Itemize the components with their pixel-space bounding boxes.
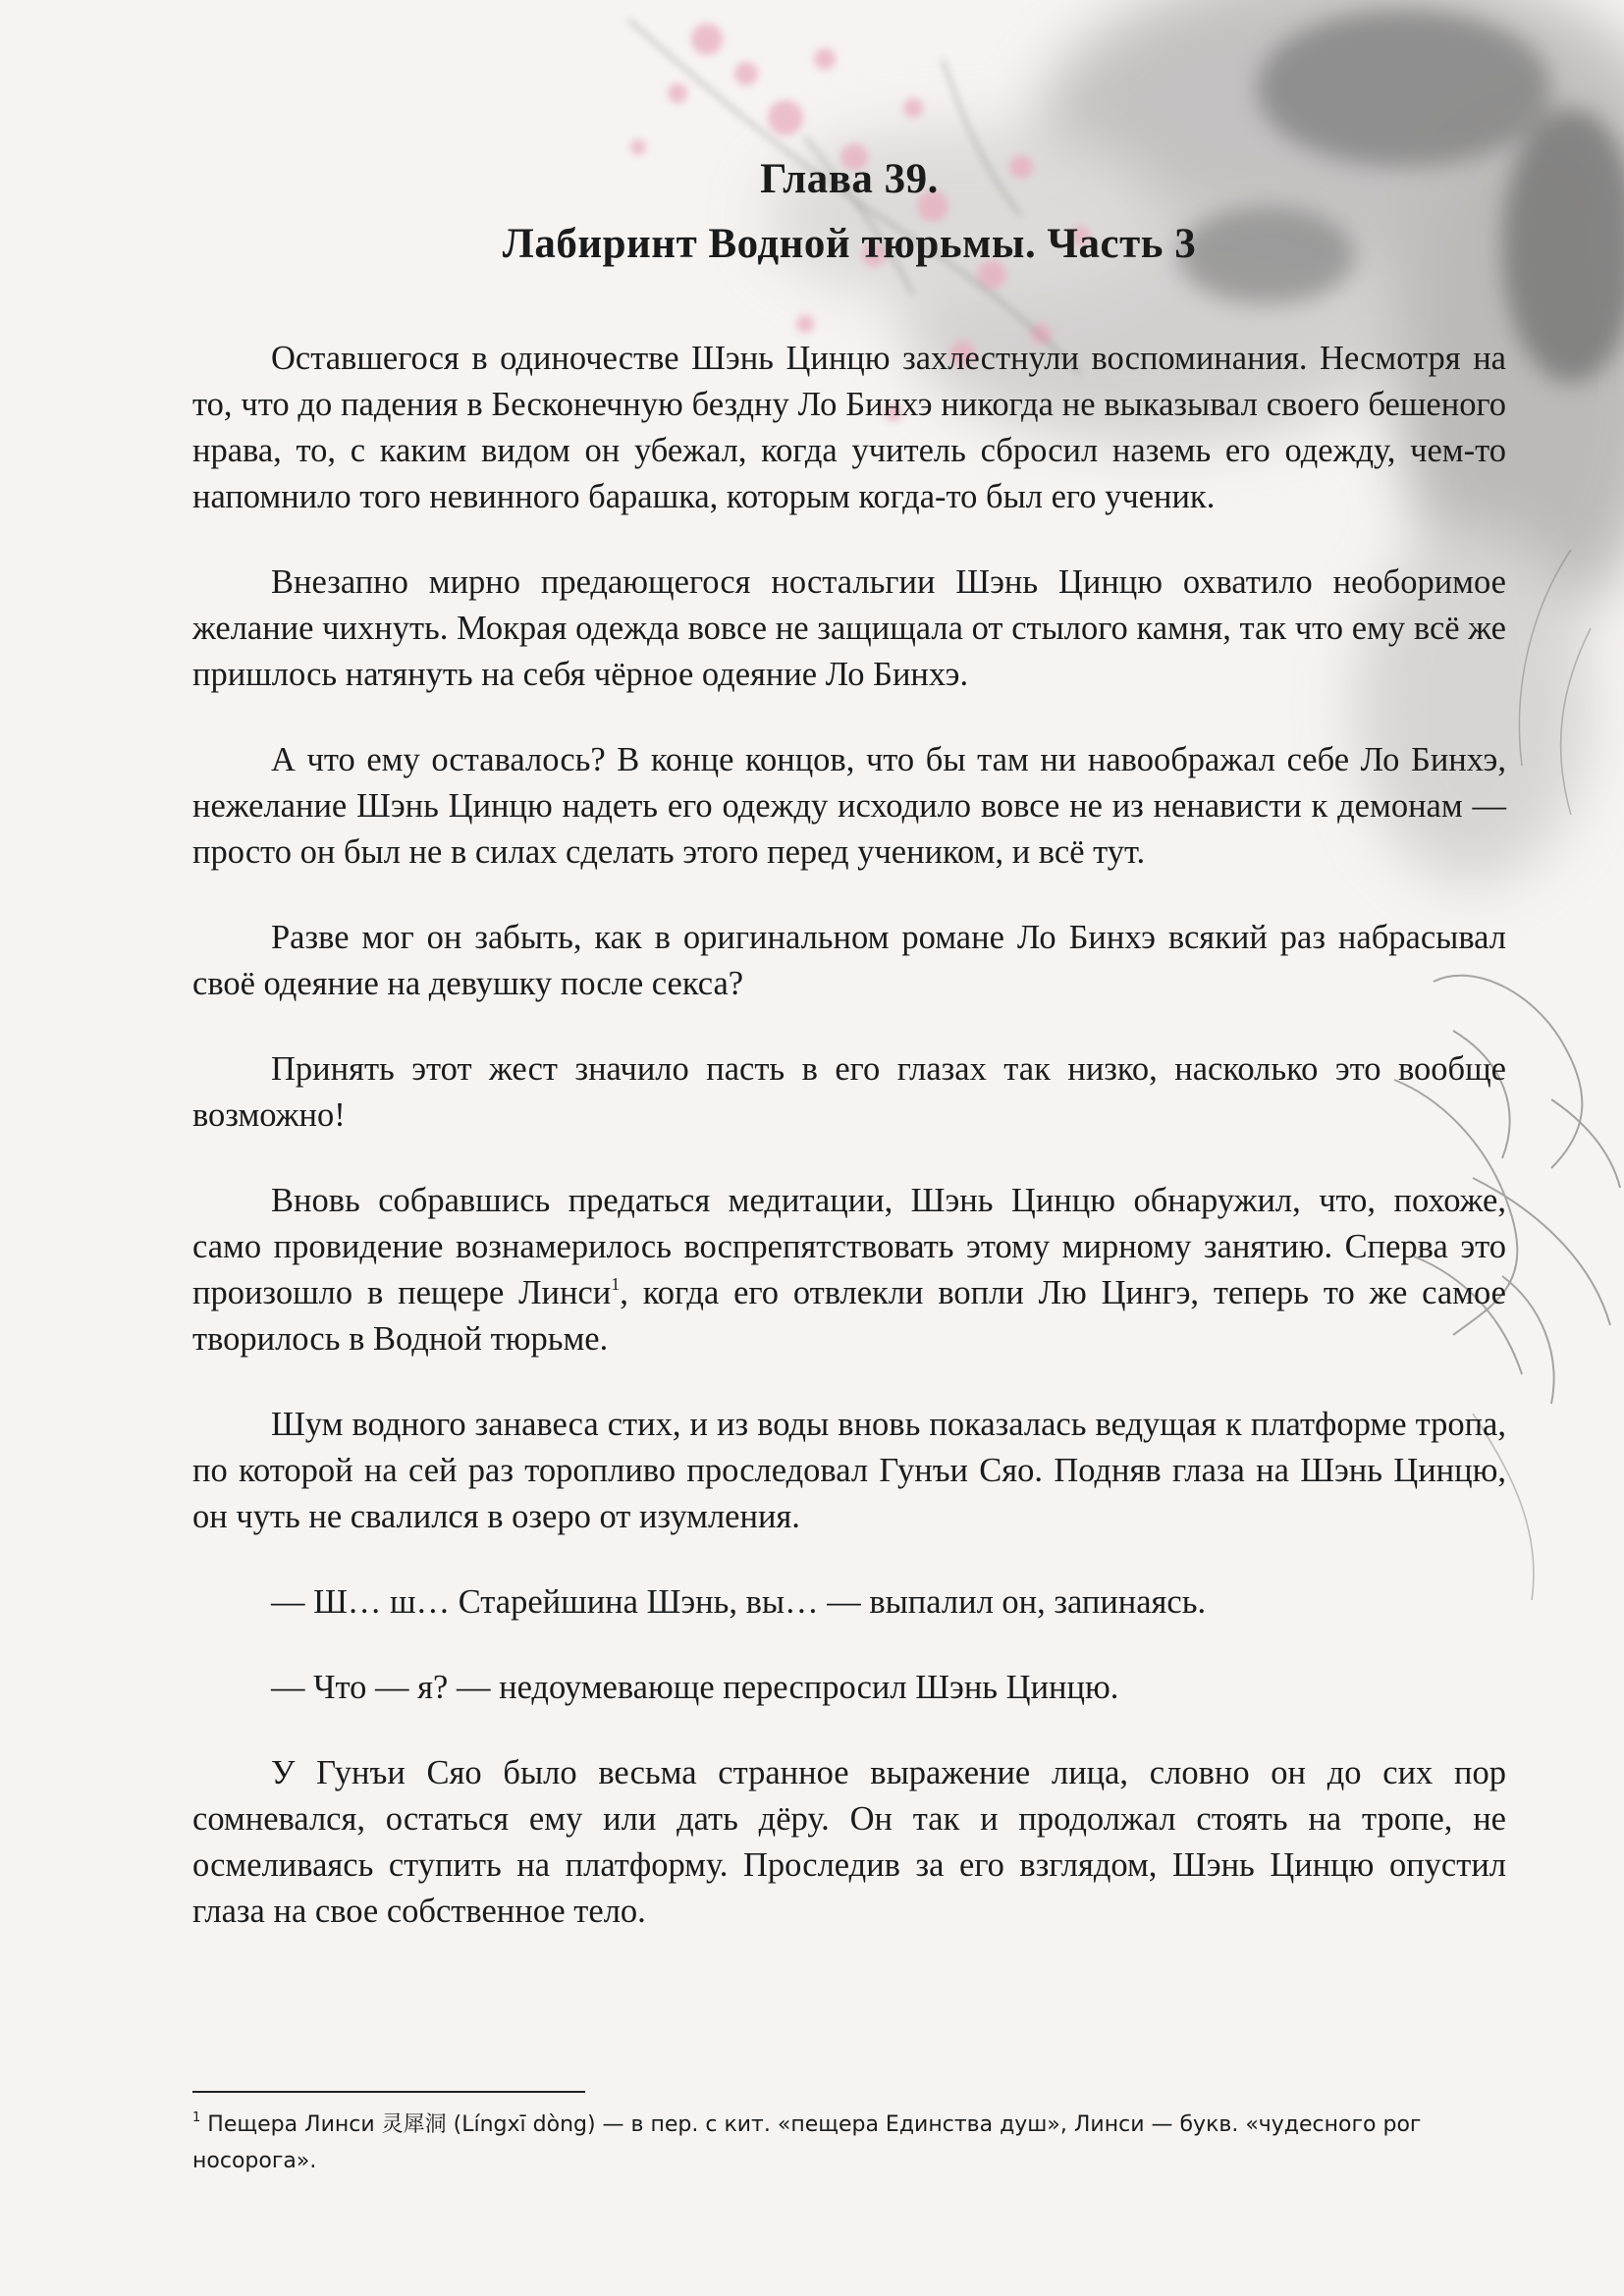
paragraph-text: , когда его отвлекли вопли Лю Цингэ, теперь то же самое творилось в Водной тюрьме. [192, 1274, 1506, 1358]
chapter-number: Глава 39. [760, 156, 939, 202]
paragraph: У Гунъи Сяо было весьма странное выражение лица, словно он до сих пор сомневался, остаться ему или дать дёру. Он так и продолжал стоять на тропе, не осмеливаясь ступить на платформу. Проследив за его взглядом, Шэнь Цинцю опустил глаза на свое собственное тело. [192, 1754, 1506, 1930]
page-content [192, 147, 1506, 1974]
paragraph: Оставшегося в одиночестве Шэнь Цинцю захлестнули воспоминания. Несмотря на то, что до падения в Бесконечную бездну Ло Бинхэ никогда не выказывал своего бешеного нрава, то, с каким видом он убежал, когда учитель сбросил наземь его одежду, чем-то напомнило того невинного барашка, которым когда-то был его ученик. [192, 340, 1506, 515]
chapter-title [192, 147, 1506, 277]
paragraph: Принять этот жест значило пасть в его глазах так низко, насколько это вообще возможно! [192, 1050, 1506, 1134]
paragraph: Внезапно мирно предающегося ностальгии Шэнь Цинцю охватило необоримое желание чихнуть. Мокрая одежда вовсе не защищала от стылого камня, так что ему всё же пришлось натянуть на себя чёрное одеяние Ло Бинхэ. [192, 563, 1506, 693]
paragraph: А что ему оставалось? В конце концов, что бы там ни навоображал себе Ло Бинхэ, нежелание Шэнь Цинцю надеть его одежду исходило вовсе не из ненависти к демонам — просто он был не в силах сделать этого перед учеником, и всё тут. [192, 741, 1506, 871]
paragraph: Шум водного занавеса стих, и из воды вновь показалась ведущая к платформе тропа, по которой на сей раз торопливо проследовал Гунъи Сяо. Подняв глаза на Шэнь Цинцю, он чуть не свалился в озеро от изумления. [192, 1406, 1506, 1535]
dialogue-line: — Что — я? — недоумевающе переспросил Шэнь Цинцю. [271, 1669, 1119, 1706]
footnote-marker: 1 [192, 2110, 201, 2125]
paragraph-with-footnote [192, 1178, 1506, 1362]
footnote-divider [192, 2091, 585, 2093]
footnote-reference[interactable]: 1 [611, 1274, 621, 1294]
footnote [192, 2107, 1498, 2179]
chapter-name: Лабиринт Водной тюрьмы. Часть 3 [502, 221, 1197, 267]
dialogue-line: — Ш… ш… Старейшина Шэнь, вы… — выпалил он, запинаясь. [271, 1583, 1207, 1621]
paragraph: Разве мог он забыть, как в оригинальном романе Ло Бинхэ всякий раз набрасывал своё одеяние на девушку после секса? [192, 919, 1506, 1002]
paragraph-text: Вновь собравшись предаться медитации, Шэнь Цинцю обнаружил, что, похоже, само провидение вознамерилось воспрепятствовать этому мирному занятию. Сперва это произошло в пещере Линси [192, 1182, 1506, 1311]
footnote-text: Пещера Линси 灵犀洞 (Língxī dòng) — в пер. с кит. «пещера Единства душ», Линси — букв. «чудесного рог носорога». [192, 2112, 1422, 2173]
